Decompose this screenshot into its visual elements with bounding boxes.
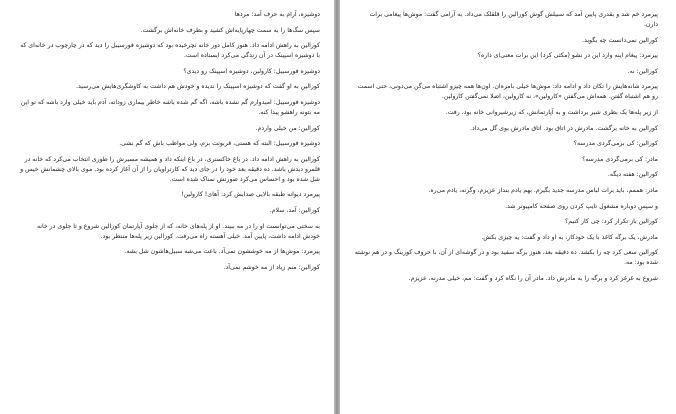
right-paragraph: کورالین سعی کرد چه را بکشد. ده دقیقه بعد، هنوز برگه سفید بود و در گوشه‌ای از آن، با حروف کورینگ و در هم نوشته شده بود: مه. <box>354 249 658 267</box>
left-paragraph: کورالین: منم زیاد از مه خوشم نمی‌آد. <box>223 263 320 271</box>
left-paragraph: دوشیزه، آرام به حرف آمد: مردها <box>234 11 320 18</box>
left-paragraph: پیرمرد دیوانه طبقه بالایی صدایش کرد: آهای! کارولین! <box>181 191 320 199</box>
left-paragraph: کورالین به او گفت که دوشیزه اسپینک را ندیده و خودش هم داشت به کاوشگری‌هایش می‌رسید. <box>76 83 320 91</box>
right-page <box>340 0 676 414</box>
left-paragraph: پیرمرد: موش‌ها از مه خوششون نمی‌آد. باعث می‌شه سبیل‌هاشون شل بشه. <box>124 248 320 256</box>
right-paragraph: پیرمرد شانه‌هایش را تکان داد و ادامه داد: موش‌ها خیلی بامزه‌ان. اون‌ها همه چیزو اشتباه می‌گن می‌دونی، حتی اسمت رو هم اشتباه گفتن. همه‌اش می‌گفتن «کارولین»، نه کارولین، اصلا نمی‌گفتن کارولین. <box>357 83 658 101</box>
left-paragraph: دوشیزه فورسیبل: البته که هستی، قربونت برم، ولی مواظب باش که گم نشی. <box>119 140 320 148</box>
left-paragraph: دوشیزه فورسیبل: کارولین، دوشیزه اسپینک رو دیدی؟ <box>183 67 320 75</box>
right-paragraph: مادرش، یک برگه کاغذ با یک خودکار، به او داد و گفت: یه چیزی بکش. <box>481 233 658 241</box>
right-paragraph: مادر: هممم، باید برات لباس مدرسه جدید بگیرم. بهم یادم بنداز عزیزم، وگرنه، یادم می‌ره. <box>428 186 658 194</box>
left-paragraph: کورالین به راهش ادامه داد. هنوز کامل دور خانه نچرخیده بود که دوشیزه فورسیبل را دید که در چارچوب در خانه‌ای که با دوشیزه اسپینک در آن زندگی می‌کرد ایستاده است. <box>20 42 320 60</box>
right-paragraph: کورالین نمی‌دانست چه بگوید. <box>582 36 658 44</box>
left-page <box>0 0 334 414</box>
left-paragraph: کورالین: من خیلی واردم. <box>255 124 320 132</box>
left-paragraph: کورالین به راهش ادامه داد. در باغ خاکستری، در باغ اینکه داد و همیشه مسیرش را طوری انتخاب می‌کرد که خانه در قلمرو دیدش باشد. ده دقیقه بعد خود را در جای دید که کارتراویان را از آن آغاز کرده بود. موی بالای چشمانش خیس و شل شده بود و احساس می‌کرد صورتش نمناک شده است. <box>20 155 320 183</box>
right-paragraph: کورالین به خانه برگشت. مادرش در اتاق بود. اتاق مادرش بوی گل می‌داد. <box>469 124 658 132</box>
right-paragraph: کورالین باز تکرار کرد: چی کار کنیم؟ <box>564 218 658 226</box>
right-paragraph: شروع به غرغر کرد و برگه را به مادرش داد. مادر آن را نگاه کرد و گفت: مم، خیلی مدرنه، عزیزم. <box>408 274 658 282</box>
right-paragraph: کورالین: هفته دیگه. <box>607 171 658 179</box>
right-paragraph: از زیر پله‌ها یک بطری شیر برداشت و به آپارتمانش، که زیرشیروانی خانه بود، رفت. <box>445 108 658 116</box>
right-paragraph: کورالین: نه. <box>627 67 658 75</box>
left-paragraph: کورالین: آمد، سلام. <box>269 206 320 214</box>
right-paragraph: مادر: کی برمی‌گردی مدرسه؟ <box>582 155 658 163</box>
right-paragraph: پیرمرد: پیغام اینه وارد این در نشو (مکثی کرد) این برات معنی‌ای داره؟ <box>477 52 658 60</box>
right-paragraph: و سپس دوباره مشغول تایپ کردن روی صفحه کامپیوتر شد. <box>505 202 658 210</box>
left-paragraph: دوشیزه فورسیبل: امیدوارم گم نشده باشه، اگه گم شده باشه خاطر بیماری زودانه، آدم باید خیلی وارد باشه که تو این مه بتونه راهشو پیدا کنه. <box>20 98 320 116</box>
right-paragraph: کورالین: کی برمی‌گردی مدرسه؟ <box>573 140 658 148</box>
left-paragraph: سپس سگ‌ها را به سمت چهارپایه‌اش کشید و بطرف خانه‌اش برگشت. <box>140 26 320 34</box>
left-paragraph: به سختی می‌توانست او را در مه ببیند. او از پله‌های خانه، که از جلوی آپارتمان کورالین شروع و تا جلوی در خانه خودش ادامه داشت، پایین آمد. خیلی آهسته راه می‌رفت. کورالین زیر پله‌ها منتظر بود. <box>36 222 320 240</box>
right-paragraph: پیرمرد خم شد و بقدری پایین آمد که سبیلش گوش کورالین را قلقلک می‌داد. به آرامی گفت: موش‌ها پیغامی برات دارن. <box>369 11 658 28</box>
